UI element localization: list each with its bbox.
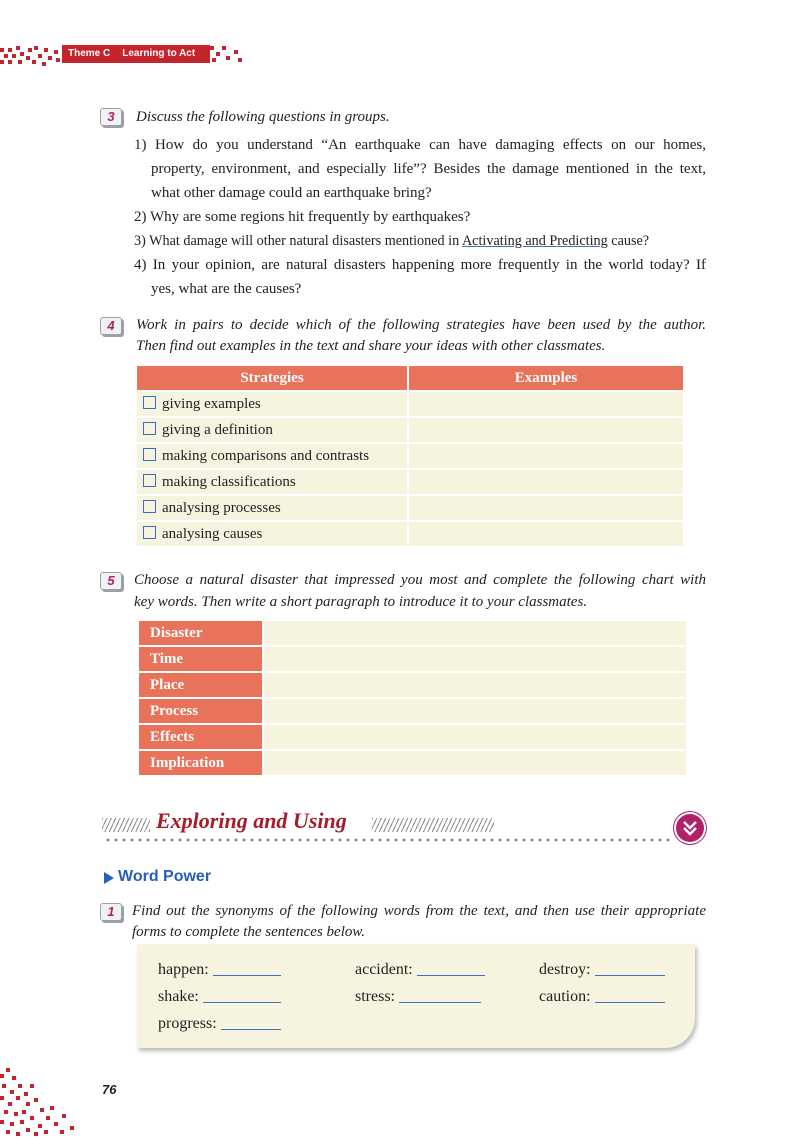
double-chevron-down-icon xyxy=(676,814,704,842)
table-row xyxy=(137,390,683,416)
disaster-chart xyxy=(139,621,686,775)
strategy-label: making classifications xyxy=(162,473,296,490)
row-value-cell[interactable] xyxy=(262,621,686,645)
row-label: Process xyxy=(139,697,262,723)
table-row xyxy=(139,697,686,723)
exercise-3-question-1-line-3: what other damage could an earthquake bring? xyxy=(151,185,432,201)
row-value-cell[interactable] xyxy=(262,723,686,749)
word-item xyxy=(158,1013,281,1033)
word-label: destroy: xyxy=(539,961,591,978)
header-pixel-pattern-right xyxy=(210,44,246,66)
word-label: stress: xyxy=(355,988,395,1005)
answer-blank[interactable] xyxy=(203,986,281,1003)
heading-dotted-rule xyxy=(104,838,670,842)
table-row xyxy=(137,442,683,468)
checkbox[interactable] xyxy=(143,500,156,513)
checkbox[interactable] xyxy=(143,422,156,435)
word-item xyxy=(539,986,665,1006)
section-title: Exploring and Using xyxy=(156,808,347,833)
row-label: Time xyxy=(139,645,262,671)
strategy-cell xyxy=(137,390,407,416)
table-row xyxy=(137,494,683,520)
table-row xyxy=(137,416,683,442)
exercise-5-badge: 5 xyxy=(100,572,122,590)
example-cell[interactable] xyxy=(407,520,683,546)
page-number: 76 xyxy=(102,1082,117,1097)
word-label: caution: xyxy=(539,988,591,1005)
footer-pixel-pattern xyxy=(0,1064,96,1138)
checkbox[interactable] xyxy=(143,448,156,461)
row-value-cell[interactable] xyxy=(262,697,686,723)
triangle-bullet-icon xyxy=(104,872,114,884)
checkbox[interactable] xyxy=(143,526,156,539)
answer-blank[interactable] xyxy=(595,986,665,1003)
word-power-subtitle: Word Power xyxy=(118,868,212,885)
table-row xyxy=(139,671,686,697)
table-row xyxy=(137,520,683,546)
word-label: progress: xyxy=(158,1015,217,1032)
word-item xyxy=(355,959,485,979)
word-item xyxy=(158,959,281,979)
header-theme-label: Theme C xyxy=(68,48,111,59)
answer-blank[interactable] xyxy=(221,1013,281,1030)
checkbox[interactable] xyxy=(143,396,156,409)
strategy-label: making comparisons and contrasts xyxy=(162,447,370,464)
word-item xyxy=(539,959,665,979)
q3-text-after: cause? xyxy=(607,233,650,249)
table-row xyxy=(137,468,683,494)
strategy-cell xyxy=(137,442,407,468)
header-theme-title: Learning to Act xyxy=(122,48,196,59)
activating-and-predicting-link[interactable]: Activating and Predicting xyxy=(461,233,608,249)
word-label: happen: xyxy=(158,961,209,978)
strategy-cell xyxy=(137,468,407,494)
collapse-section-button[interactable] xyxy=(676,814,704,842)
exercise-3-question-1-line-2: property, environment, and especially life”? Besides the damage mentioned in the text, xyxy=(151,161,706,177)
row-label: Implication xyxy=(139,749,262,775)
heading-stripes-left xyxy=(102,818,150,832)
word-power-1-instruction-line-1: Find out the synonyms of the following words from the text, and then use their appropriate xyxy=(132,903,706,919)
word-label: shake: xyxy=(158,988,199,1005)
row-label: Effects xyxy=(139,723,262,749)
exercise-3-question-1-line-1: 1) How do you understand “An earthquake can have damaging effects on our homes, xyxy=(134,137,706,153)
row-label: Place xyxy=(139,671,262,697)
exercise-4-instruction-line-1: Work in pairs to decide which of the following strategies have been used by the author. xyxy=(136,317,706,333)
header-theme-band xyxy=(62,45,210,63)
example-cell[interactable] xyxy=(407,416,683,442)
examples-column-header: Examples xyxy=(407,366,683,390)
word-power-1-badge: 1 xyxy=(100,903,122,921)
exercise-5-instruction-line-2: key words. Then write a short paragraph to introduce it to your classmates. xyxy=(134,594,588,610)
header-pixel-pattern xyxy=(0,44,62,66)
strategy-cell xyxy=(137,494,407,520)
table-row xyxy=(139,621,686,645)
q3-text-before: 3) What damage will other natural disasters mentioned in xyxy=(134,233,462,249)
example-cell[interactable] xyxy=(407,494,683,520)
word-power-1-instruction-line-2: forms to complete the sentences below. xyxy=(132,924,365,940)
word-label: accident: xyxy=(355,961,413,978)
exercise-3-question-2: 2) Why are some regions hit frequently by earthquakes? xyxy=(134,209,471,225)
row-value-cell[interactable] xyxy=(262,749,686,775)
exercise-3-question-4-line-1: 4) In your opinion, are natural disasters happening more frequently in the world today? If xyxy=(134,257,706,273)
row-value-cell[interactable] xyxy=(262,645,686,671)
answer-blank[interactable] xyxy=(213,959,281,976)
strategy-label: analysing processes xyxy=(162,499,281,516)
example-cell[interactable] xyxy=(407,442,683,468)
table-row xyxy=(139,645,686,671)
answer-blank[interactable] xyxy=(417,959,485,976)
exercise-4-instruction-line-2: Then find out examples in the text and share your ideas with other classmates. xyxy=(136,338,606,354)
answer-blank[interactable] xyxy=(399,986,481,1003)
exercise-3-question-3 xyxy=(134,229,649,253)
strategy-cell xyxy=(137,416,407,442)
strategy-label: giving examples xyxy=(162,395,261,412)
row-value-cell[interactable] xyxy=(262,671,686,697)
exercise-3-question-4-line-2: yes, what are the causes? xyxy=(151,281,302,297)
example-cell[interactable] xyxy=(407,390,683,416)
exercise-3-instruction: Discuss the following questions in groups. xyxy=(136,109,390,125)
strategy-label: giving a definition xyxy=(162,421,273,438)
word-item xyxy=(355,986,481,1006)
checkbox[interactable] xyxy=(143,474,156,487)
exercise-3-badge: 3 xyxy=(100,108,122,126)
heading-stripes-right xyxy=(372,818,494,832)
exercise-4-badge: 4 xyxy=(100,317,122,335)
example-cell[interactable] xyxy=(407,468,683,494)
strategy-label: analysing causes xyxy=(162,525,263,542)
answer-blank[interactable] xyxy=(595,959,665,976)
exercise-5-instruction-line-1: Choose a natural disaster that impressed you most and complete the following chart with xyxy=(134,572,706,588)
table-row xyxy=(139,749,686,775)
row-label: Disaster xyxy=(139,621,262,645)
table-row xyxy=(139,723,686,749)
strategies-table xyxy=(137,366,683,546)
strategies-column-header: Strategies xyxy=(137,366,407,390)
strategy-cell xyxy=(137,520,407,546)
word-item xyxy=(158,986,281,1006)
